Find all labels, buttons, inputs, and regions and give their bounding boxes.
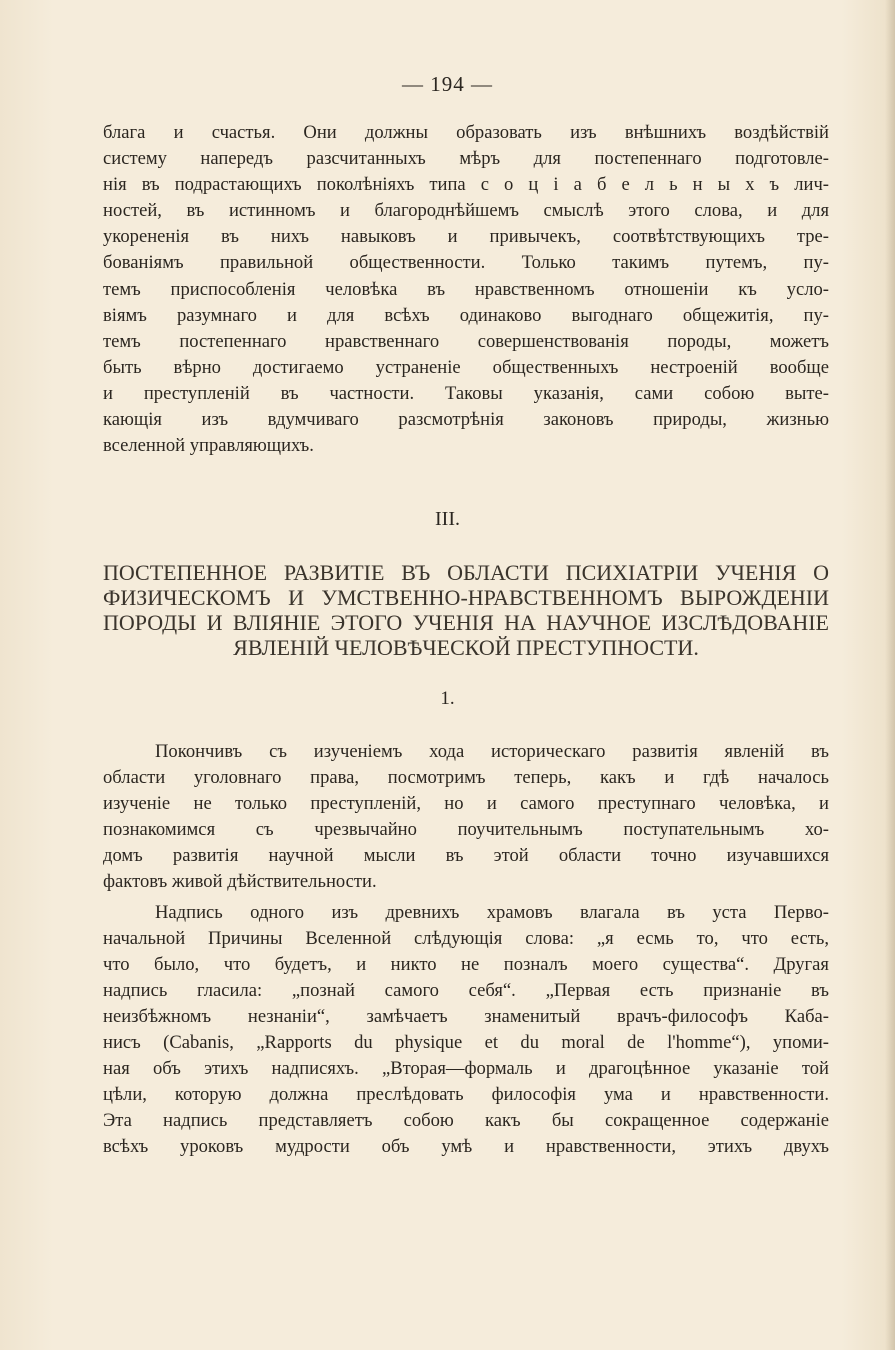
heading-line: ПОРОДЫ И ВЛІЯНІЕ ЭТОГО УЧЕНІЯ НА НАУЧНОЕ ИЗСЛѢДОВАНІЕ [103,610,829,635]
text-line: изученіе не только преступленій, но и самого преступнаго человѣка, и [103,793,829,815]
text-line: и преступленій въ частности. Таковы указанія, сами собою выте- [103,382,829,404]
text-line: фактовъ живой дѣйствительности. [103,871,377,893]
text-line: систему напередъ разсчитанныхъ мѣръ для постепеннаго подготовле- [103,148,829,170]
text-line: віямъ разумнаго и для всѣхъ одинаково выгоднаго общежитія, пу- [103,304,829,326]
text-line: Покончивъ съ изученіемъ хода историческаго развитія явленій въ [155,741,829,762]
text-line: цѣли, которую должна преслѣдовать философія ума и нравственности. [103,1084,829,1106]
text-line: домъ развитія научной мысли въ этой области точно изучавшихся [103,845,829,867]
body-text [103,739,829,1161]
text-line: нія въ подрастающихъ поколѣніяхъ типа с о ц і а б е л ь н ы х ъ лич- [103,174,829,196]
text-line: познакомимся съ чрезвычайно поучительнымъ поступательнымъ хо- [103,819,829,841]
heading-line: ПОСТЕПЕННОЕ РАЗВИТІЕ ВЪ ОБЛАСТИ ПСИХІАТРІИ УЧЕНІЯ О [103,560,829,585]
text-line: ная объ этихъ надписяхъ. „Вторая—формаль и драгоцѣнное указаніе той [103,1058,829,1080]
text-line: блага и счастья. Они должны образовать изъ внѣшнихъ воздѣйствій [103,122,829,143]
text-line: укорененія въ нихъ навыковъ и привычекъ, соотвѣтствующихъ тре- [103,226,829,248]
text-line: темъ приспособленія человѣка въ нравственномъ отношеніи къ усло- [103,278,829,300]
heading-line: ФИЗИЧЕСКОМЪ И УМСТВЕННО-НРАВСТВЕННОМЪ ВЫРОЖДЕНІИ [103,585,829,610]
text-line: нисъ (Cabanis, „Rapports du physique et du moral de l'homme“), упоми- [103,1032,829,1054]
page-edge-shadow [885,0,895,1350]
text-line: вселенной управляющихъ. [103,435,314,457]
text-line: неизбѣжномъ незнаніи“, замѣчаетъ знаменитый врачъ-философъ Каба- [103,1005,829,1027]
paragraph-continued [103,120,829,459]
subsection-number: 1. [440,688,455,709]
text-line: темъ постепеннаго нравственнаго совершенствованія породы, можетъ [103,330,829,352]
text-line: бованіямъ правильной общественности. Только такимъ путемъ, пу- [103,252,829,274]
text-line: начальной Причины Вселенной слѣдующія слова: „я есмь то, что есть, [103,927,829,949]
page-number: — 194 — [402,72,493,96]
section-number: III. [435,508,460,530]
text-line: что было, что будетъ, и никто не позналъ моего существа“. Другая [103,953,829,975]
text-line: области уголовнаго права, посмотримъ теперь, какъ и гдѣ началось [103,767,829,789]
section-heading [103,560,829,660]
text-line: Надпись одного изъ древнихъ храмовъ влагала въ уста Перво- [155,901,829,923]
text-line: кающія изъ вдумчиваго разсмотрѣнія законовъ природы, жизнью [103,409,829,431]
text-line: всѣхъ уроковъ мудрости объ умѣ и нравственности, этихъ двухъ [103,1136,829,1158]
text-line: Эта надпись представляетъ собою какъ бы сокращенное содержаніе [103,1110,829,1132]
text-line: ностей, въ истинномъ и благороднѣйшемъ смыслѣ этого слова, и для [103,200,829,222]
text-line: быть вѣрно достигаемо устраненіе общественныхъ нестроеній вообще [103,356,829,378]
text-line: надпись гласила: „познай самого себя“. „Первая есть признаніе въ [103,979,829,1001]
heading-line: ЯВЛЕНІЙ ЧЕЛОВѢЧЕСКОЙ ПРЕСТУПНОСТИ. [233,635,699,660]
